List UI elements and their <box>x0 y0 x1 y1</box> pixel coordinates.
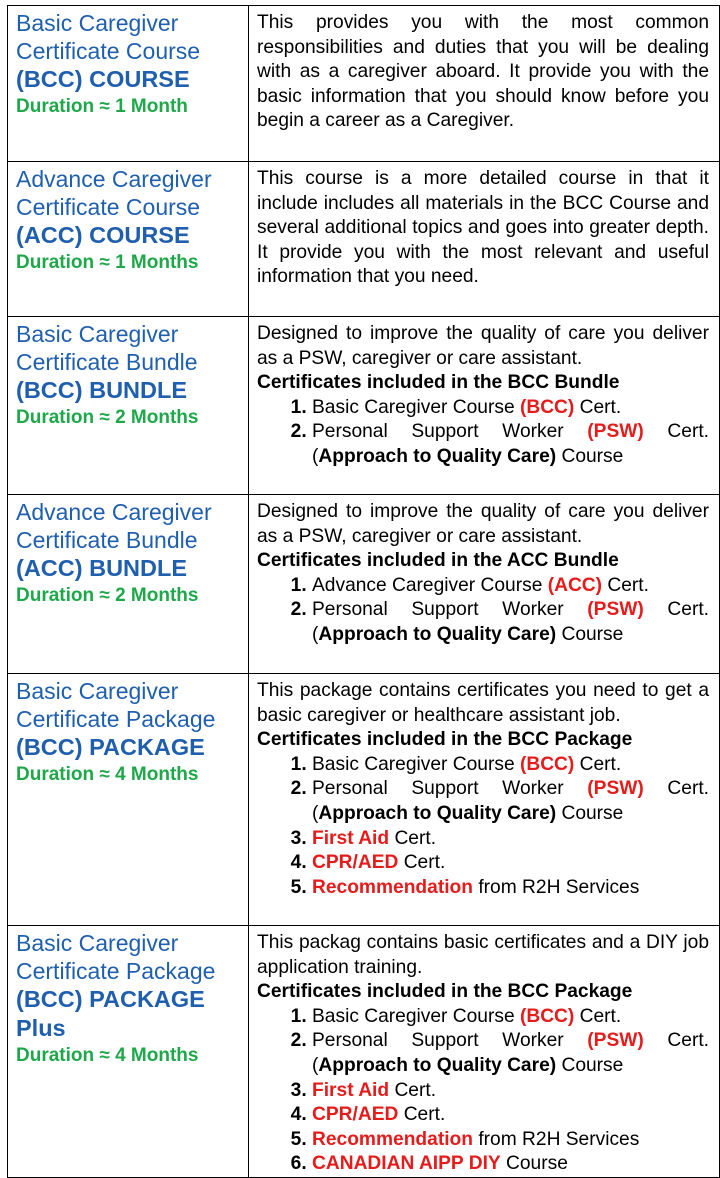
certificates-heading: Certificates included in the BCC Package <box>257 981 633 1003</box>
course-title-cell <box>8 495 249 674</box>
certificate-text: Cert. <box>389 1079 437 1101</box>
certificate-text: from R2H Services <box>473 1128 640 1150</box>
certificates-heading: Certificates included in the ACC Bundle <box>257 550 619 572</box>
certificate-text: Advance Caregiver Course <box>312 574 548 596</box>
certificate-text: Course <box>556 802 624 824</box>
course-row <box>8 926 720 1178</box>
certificates-heading: Certificates included in the BCC Bundle <box>257 372 620 394</box>
certificate-text: Personal Support Worker <box>312 421 588 443</box>
certificate-highlight: CPR/AED <box>312 852 399 874</box>
certificate-text: Course <box>556 1054 624 1076</box>
certificate-text: Cert. ( <box>312 421 709 467</box>
certificate-text: Cert. <box>574 753 622 775</box>
certificate-highlight: (PSW) <box>587 1030 644 1052</box>
certificate-text: from R2H Services <box>473 876 640 898</box>
certificate-item <box>312 753 709 778</box>
course-description: Designed to improve the quality of care you deliver as a PSW, caregiver or care assistant. <box>257 323 709 369</box>
certificate-text: Cert. <box>574 1005 622 1027</box>
course-row <box>8 495 720 674</box>
course-name: Basic Caregiver Certificate Package <box>16 678 216 732</box>
certificate-item <box>312 777 709 826</box>
certificate-item <box>312 827 709 852</box>
certificate-text: Basic Caregiver Course <box>312 1005 520 1027</box>
course-duration: Duration ≈ 4 Months <box>16 1045 199 1066</box>
course-name: Basic Caregiver Certificate Package <box>16 930 216 984</box>
course-detail-cell <box>249 926 720 1178</box>
course-code: (BCC) PACKAGE Plus <box>16 986 205 1041</box>
certificate-highlight: First Aid <box>312 827 390 849</box>
certificate-highlight: (BCC) <box>519 1005 575 1027</box>
certificate-text: Course <box>556 445 624 467</box>
course-table-body <box>8 6 720 1178</box>
course-name: Basic Caregiver Certificate Bundle <box>16 321 198 375</box>
certificates-heading: Certificates included in the BCC Package <box>257 729 633 751</box>
course-title-cell <box>8 317 249 495</box>
course-description: This provides you with the most common responsibilities and duties that you will be dealing with as a caregiver aboard. It provide you with the basic information that you should know before you begin a career as a Caregiver. <box>257 12 709 132</box>
course-row <box>8 6 720 162</box>
certificate-highlight: (BCC) <box>519 753 575 775</box>
course-detail-cell <box>249 317 720 495</box>
certificate-text: Basic Caregiver Course <box>312 396 520 418</box>
course-name: Advance Caregiver Certificate Course <box>16 166 212 220</box>
certificate-text: Cert. <box>574 396 622 418</box>
certificate-highlight: (PSW) <box>587 778 644 800</box>
certificate-highlight: Recommendation <box>312 876 473 898</box>
certificate-item <box>312 1128 709 1153</box>
certificate-item <box>312 396 709 421</box>
certificate-text: Personal Support Worker <box>312 1030 588 1052</box>
certificate-text: Course <box>500 1153 568 1175</box>
certificate-item <box>312 876 709 901</box>
certificate-text: Cert. ( <box>312 778 709 824</box>
course-description: This course is a more detailed course in that it include includes all materials in the BCC Course and several additional topics and goes into greater depth. It provide you with the most relevant and useful information that you need. <box>257 168 709 288</box>
certificate-text: Cert. <box>398 852 446 874</box>
certificate-list <box>257 1005 709 1177</box>
course-table <box>7 5 720 1178</box>
course-duration: Duration ≈ 2 Months <box>16 585 199 606</box>
course-description: This package contains certificates you need to get a basic caregiver or healthcare assistant job. <box>257 680 709 726</box>
certificate-item <box>312 851 709 876</box>
course-row <box>8 317 720 495</box>
certificate-bold-text: Approach to Quality Care) <box>318 1054 557 1076</box>
certificate-text: Course <box>556 623 624 645</box>
certificate-item <box>312 574 709 599</box>
course-code: (BCC) BUNDLE <box>16 377 188 403</box>
certificate-item <box>312 1152 709 1177</box>
course-row <box>8 674 720 926</box>
certificate-bold-text: Approach to Quality Care) <box>318 802 557 824</box>
course-title-cell <box>8 926 249 1178</box>
course-title-cell <box>8 162 249 317</box>
course-duration: Duration ≈ 1 Month <box>16 96 188 117</box>
course-title-cell <box>8 674 249 926</box>
course-duration: Duration ≈ 4 Months <box>16 764 199 785</box>
certificate-bold-text: Approach to Quality Care) <box>318 623 557 645</box>
certificate-text: Basic Caregiver Course <box>312 753 520 775</box>
certificate-text: Personal Support Worker <box>312 599 588 621</box>
certificate-item <box>312 1005 709 1030</box>
certificate-highlight: (PSW) <box>587 421 644 443</box>
certificate-highlight: Recommendation <box>312 1128 473 1150</box>
certificate-list <box>257 396 709 470</box>
certificate-text: Cert. ( <box>312 599 709 645</box>
certificate-text: Cert. <box>398 1104 446 1126</box>
course-duration: Duration ≈ 1 Months <box>16 252 199 273</box>
certificate-list <box>257 574 709 648</box>
certificate-highlight: (PSW) <box>587 599 644 621</box>
course-name: Basic Caregiver Certificate Course <box>16 10 201 64</box>
course-description: This packag contains basic certificates and a DIY job application training. <box>257 932 709 978</box>
course-code: (BCC) PACKAGE <box>16 734 205 760</box>
certificate-item <box>312 1029 709 1078</box>
course-code: (ACC) COURSE <box>16 222 190 248</box>
certificate-bold-text: Approach to Quality Care) <box>318 445 557 467</box>
certificate-item <box>312 598 709 647</box>
course-detail-cell <box>249 495 720 674</box>
course-code: (ACC) BUNDLE <box>16 555 188 581</box>
certificate-text: Cert. <box>389 827 437 849</box>
course-code: (BCC) COURSE <box>16 66 190 92</box>
certificate-item <box>312 1079 709 1104</box>
course-title-cell <box>8 6 249 162</box>
course-description: Designed to improve the quality of care you deliver as a PSW, caregiver or care assistant. <box>257 501 709 547</box>
course-duration: Duration ≈ 2 Months <box>16 407 199 428</box>
certificate-text: Cert. <box>602 574 649 596</box>
certificate-highlight: (ACC) <box>547 574 603 596</box>
certificate-text: Personal Support Worker <box>312 778 588 800</box>
certificate-highlight: (BCC) <box>519 396 575 418</box>
certificate-item <box>312 1103 709 1128</box>
certificate-text: Cert. ( <box>312 1030 709 1076</box>
certificate-highlight: First Aid <box>312 1079 390 1101</box>
course-detail-cell <box>249 162 720 317</box>
certificate-list <box>257 753 709 901</box>
certificate-highlight: CPR/AED <box>312 1104 399 1126</box>
certificate-highlight: CANADIAN AIPP DIY <box>312 1153 501 1175</box>
course-row <box>8 162 720 317</box>
course-name: Advance Caregiver Certificate Bundle <box>16 499 212 553</box>
certificate-item <box>312 420 709 469</box>
course-detail-cell <box>249 674 720 926</box>
course-detail-cell <box>249 6 720 162</box>
